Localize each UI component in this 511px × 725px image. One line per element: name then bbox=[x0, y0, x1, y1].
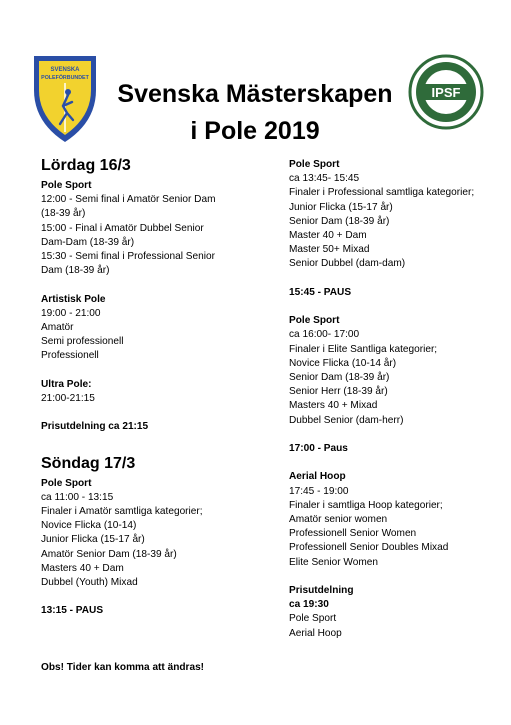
pole-sport-sunday-morning bbox=[41, 477, 266, 591]
day-heading-sunday: Söndag 17/3 bbox=[41, 454, 136, 472]
artistisk-pole-section bbox=[41, 293, 266, 364]
list-item: Semi professionell bbox=[41, 336, 124, 348]
svenska-poleforbundet-logo bbox=[30, 50, 100, 145]
list-item: 15:00 - Final i Amatör Dubbel Senior bbox=[41, 222, 204, 234]
ipsf-label: IPSF bbox=[431, 85, 461, 100]
list-item: 17:45 - 19:00 bbox=[289, 485, 349, 497]
prize-ceremony-sunday bbox=[289, 584, 499, 641]
section-heading: Aerial Hoop bbox=[289, 471, 346, 483]
list-item: Finaler i samtliga Hoop kategorier; bbox=[289, 499, 443, 511]
pause-sunday-2: 15:45 - PAUS bbox=[289, 286, 352, 298]
aerial-hoop-section bbox=[289, 470, 499, 569]
list-item: Amatör senior women bbox=[289, 514, 388, 526]
title-line-2: i Pole 2019 bbox=[190, 117, 320, 145]
list-item: Dubbel (Youth) Mixad bbox=[41, 577, 138, 589]
section-heading: Artistisk Pole bbox=[41, 293, 106, 305]
list-item: Novice Flicka (10-14) bbox=[41, 520, 137, 532]
pole-sport-saturday bbox=[41, 179, 266, 278]
list-item: Professionell bbox=[41, 350, 99, 362]
list-item: Finaler i Professional samtliga kategorier; bbox=[289, 187, 475, 199]
list-item: Masters 40 + Dam bbox=[41, 562, 124, 574]
list-item: Master 40 + Dam bbox=[289, 230, 367, 242]
list-item: 21:00-21:15 bbox=[41, 393, 95, 405]
list-item: Amatör Senior Dam (18-39 år) bbox=[41, 548, 177, 560]
list-item: Elite Senior Women bbox=[289, 556, 379, 568]
logo-left-line2: POLEFÖRBUNDET bbox=[41, 75, 89, 81]
pole-sport-professional bbox=[289, 158, 499, 272]
pole-sport-elite bbox=[289, 314, 499, 428]
list-item: Finaler i Elite Santliga kategorier; bbox=[289, 343, 438, 355]
schedule-right-column bbox=[289, 158, 499, 641]
page-title bbox=[105, 76, 405, 150]
section-heading: Prisutdelning bbox=[289, 585, 354, 597]
logo-left-line1: SVENSKA bbox=[50, 67, 80, 73]
list-item: Novice Flicka (10-14 år) bbox=[289, 357, 397, 369]
list-item: (18-39 år) bbox=[41, 208, 86, 220]
list-item: Senior Herr (18-39 år) bbox=[289, 386, 388, 398]
title-line-1: Svenska Mästerskapen bbox=[117, 80, 393, 108]
list-item: ca 13:45- 15:45 bbox=[289, 173, 360, 185]
list-item: ca 11:00 - 13:15 bbox=[41, 491, 114, 503]
day-heading-saturday: Lördag 16/3 bbox=[41, 157, 131, 174]
list-item: Aerial Hoop bbox=[289, 627, 342, 639]
list-item: Junior Flicka (15-17 år) bbox=[41, 534, 145, 546]
section-heading: Pole Sport bbox=[289, 159, 340, 170]
list-item: Senior Dam (18-39 år) bbox=[289, 215, 390, 227]
section-heading: Ultra Pole: bbox=[41, 378, 92, 390]
footer-note: Obs! Tider kan komma att ändras! bbox=[41, 662, 205, 673]
prize-ceremony-saturday: Prisutdelning ca 21:15 bbox=[41, 421, 149, 433]
list-item: 15:30 - Semi final i Professional Senior bbox=[41, 251, 215, 263]
list-item: Master 50+ Mixad bbox=[289, 244, 370, 256]
list-item: 12:00 - Semi final i Amatör Senior Dam bbox=[41, 194, 216, 206]
list-item: Finaler i Amatör samtliga kategorier; bbox=[41, 506, 203, 518]
list-item: Junior Flicka (15-17 år) bbox=[289, 201, 393, 213]
list-item: Dubbel Senior (dam-herr) bbox=[289, 414, 404, 426]
list-item: Pole Sport bbox=[289, 613, 337, 625]
list-item: 19:00 - 21:00 bbox=[41, 307, 101, 319]
list-item: Dam-Dam (18-39 år) bbox=[41, 236, 135, 248]
list-item: Professionell Senior Doubles Mixad bbox=[289, 542, 449, 554]
list-item: Masters 40 + Mixad bbox=[289, 400, 378, 412]
ultra-pole-section bbox=[41, 378, 266, 406]
section-heading: Pole Sport bbox=[289, 315, 340, 327]
pause-sunday-3: 17:00 - Paus bbox=[289, 443, 348, 455]
list-item: Professionell Senior Women bbox=[289, 528, 417, 540]
list-item: Senior Dubbel (dam-dam) bbox=[289, 258, 406, 270]
ipsf-logo bbox=[408, 54, 484, 130]
schedule-left-column bbox=[41, 155, 266, 619]
list-item: ca 16:00- 17:00 bbox=[289, 329, 360, 341]
prize-time: ca 19:30 bbox=[289, 599, 329, 611]
section-heading: Pole Sport bbox=[41, 180, 92, 191]
section-heading: Pole Sport bbox=[41, 477, 92, 489]
pause-sunday-1: 13:15 - PAUS bbox=[41, 605, 104, 617]
list-item: Amatör bbox=[41, 322, 74, 334]
list-item: Dam (18-39 år) bbox=[41, 265, 110, 277]
list-item: Senior Dam (18-39 år) bbox=[289, 372, 390, 384]
